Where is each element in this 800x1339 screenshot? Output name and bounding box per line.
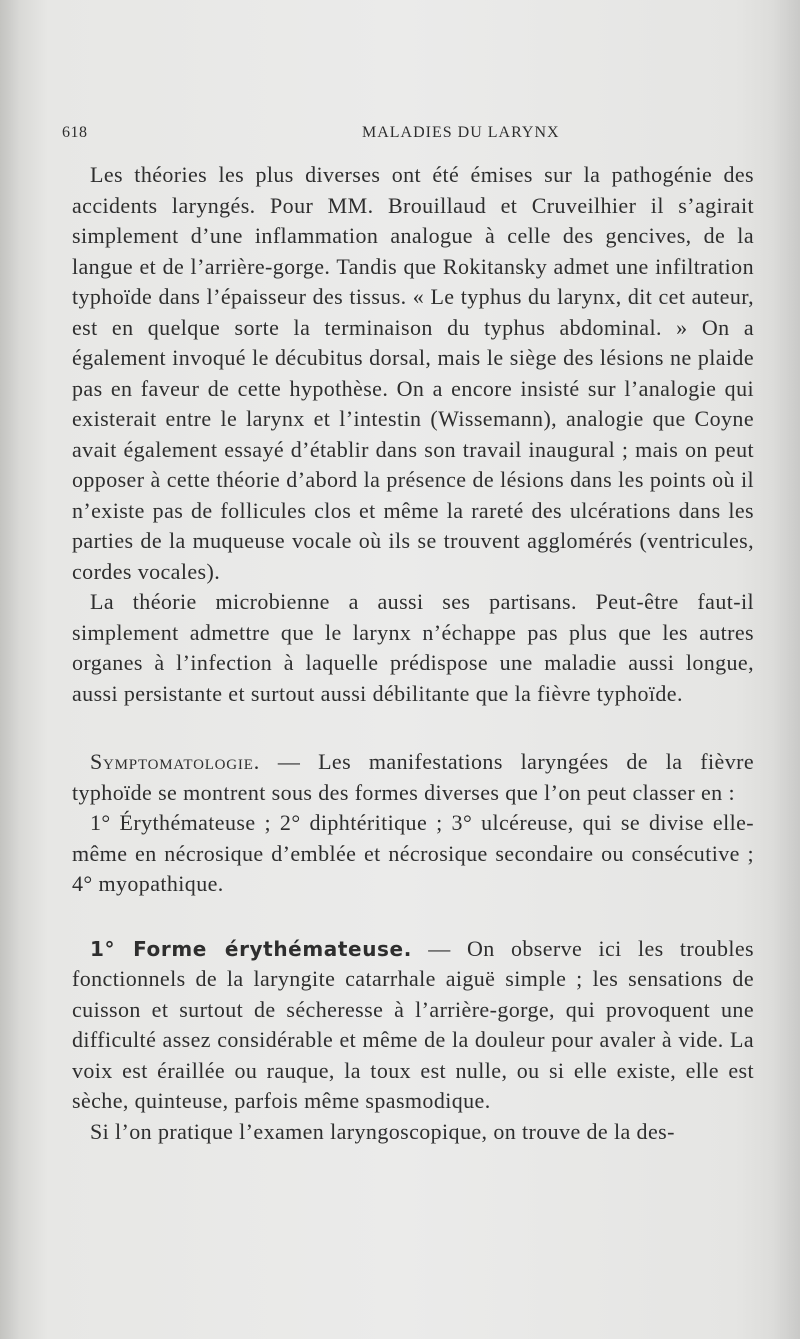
page-edge-shadow-left [0, 0, 20, 1339]
section-heading-forme-erythemateuse: 1° Forme érythémateuse. [90, 936, 412, 961]
paragraph-forme-erythemateuse [72, 934, 754, 1117]
paragraph-symptomatologie [72, 747, 754, 808]
paragraph-examen: Si l’on pratique l’examen laryngoscopique, on trouve de la des- [90, 1118, 675, 1144]
running-header [62, 124, 762, 148]
section-heading-symptomatologie: Symptomatologie. [90, 749, 260, 774]
paragraph-forms-list: 1° Érythémateuse ; 2° diphtéritique ; 3° ulcéreuse, qui se divise elle-même en nécrosique d’emblée et nécrosique secondaire ou consécutive ; 4° myopathique. [72, 810, 754, 896]
running-title: MALADIES DU LARYNX [362, 124, 560, 141]
page-number: 618 [62, 124, 88, 141]
body-text [72, 160, 754, 1147]
page-edge-shadow-right [772, 0, 800, 1339]
forme-erythemateuse-text: — On observe ici les troubles fonctionnels de la laryngite catarrhale aiguë simple ; les sensations de cuisson et surtout de sécheresse à l’arrière-gorge, qui provoquent une difficulté assez considérable et même de la douleur pour avaler à vide. La voix est éraillée ou rauque, la toux est nulle, ou si elle existe, elle est sèche, quinteuse, parfois même spasmodique. [72, 935, 754, 1113]
paragraph-theorie-microbienne: La théorie microbienne a aussi ses partisans. Peut-être faut-il simplement admettre que le larynx n’échappe pas plus que les autres organes à l’infection à laquelle prédispose une maladie aussi longue, aussi persistante et surtout aussi débilitante que la fièvre typhoïde. [72, 589, 754, 706]
symptomatologie-text: — Les manifestations laryngées de la fièvre typhoïde se montrent sous des formes diverses que l’on peut classer en : [72, 749, 754, 805]
paragraph-pathogenie: Les théories les plus diverses ont été émises sur la pathogénie des accidents laryngés. Pour MM. Brouillaud et Cruveilhier il s’agirait simplement d’une inflammation analogue à celle des gencives, de la langue et de l’arrière-gorge. Tandis que Rokitansky admet une infiltration typhoïde dans l’épaisseur des tissus. « Le typhus du larynx, dit cet auteur, est en quelque sorte la terminaison du typhus abdominal. » On a également invoqué le décubitus dorsal, mais le siège des lésions ne plaide pas en faveur de cette hypothèse. On a encore insisté sur l’analogie qui existerait entre le larynx et l’intestin (Wissemann), analogie que Coyne avait également essayé d’établir dans son travail inaugural ; mais on peut opposer à cette théorie d’abord la présence de lésions dans les points où il n’existe pas de follicules clos et même la rareté des ulcérations dans les parties de la muqueuse vocale où ils se trouvent agglomérés (ventricules, cordes vocales). [72, 162, 754, 584]
